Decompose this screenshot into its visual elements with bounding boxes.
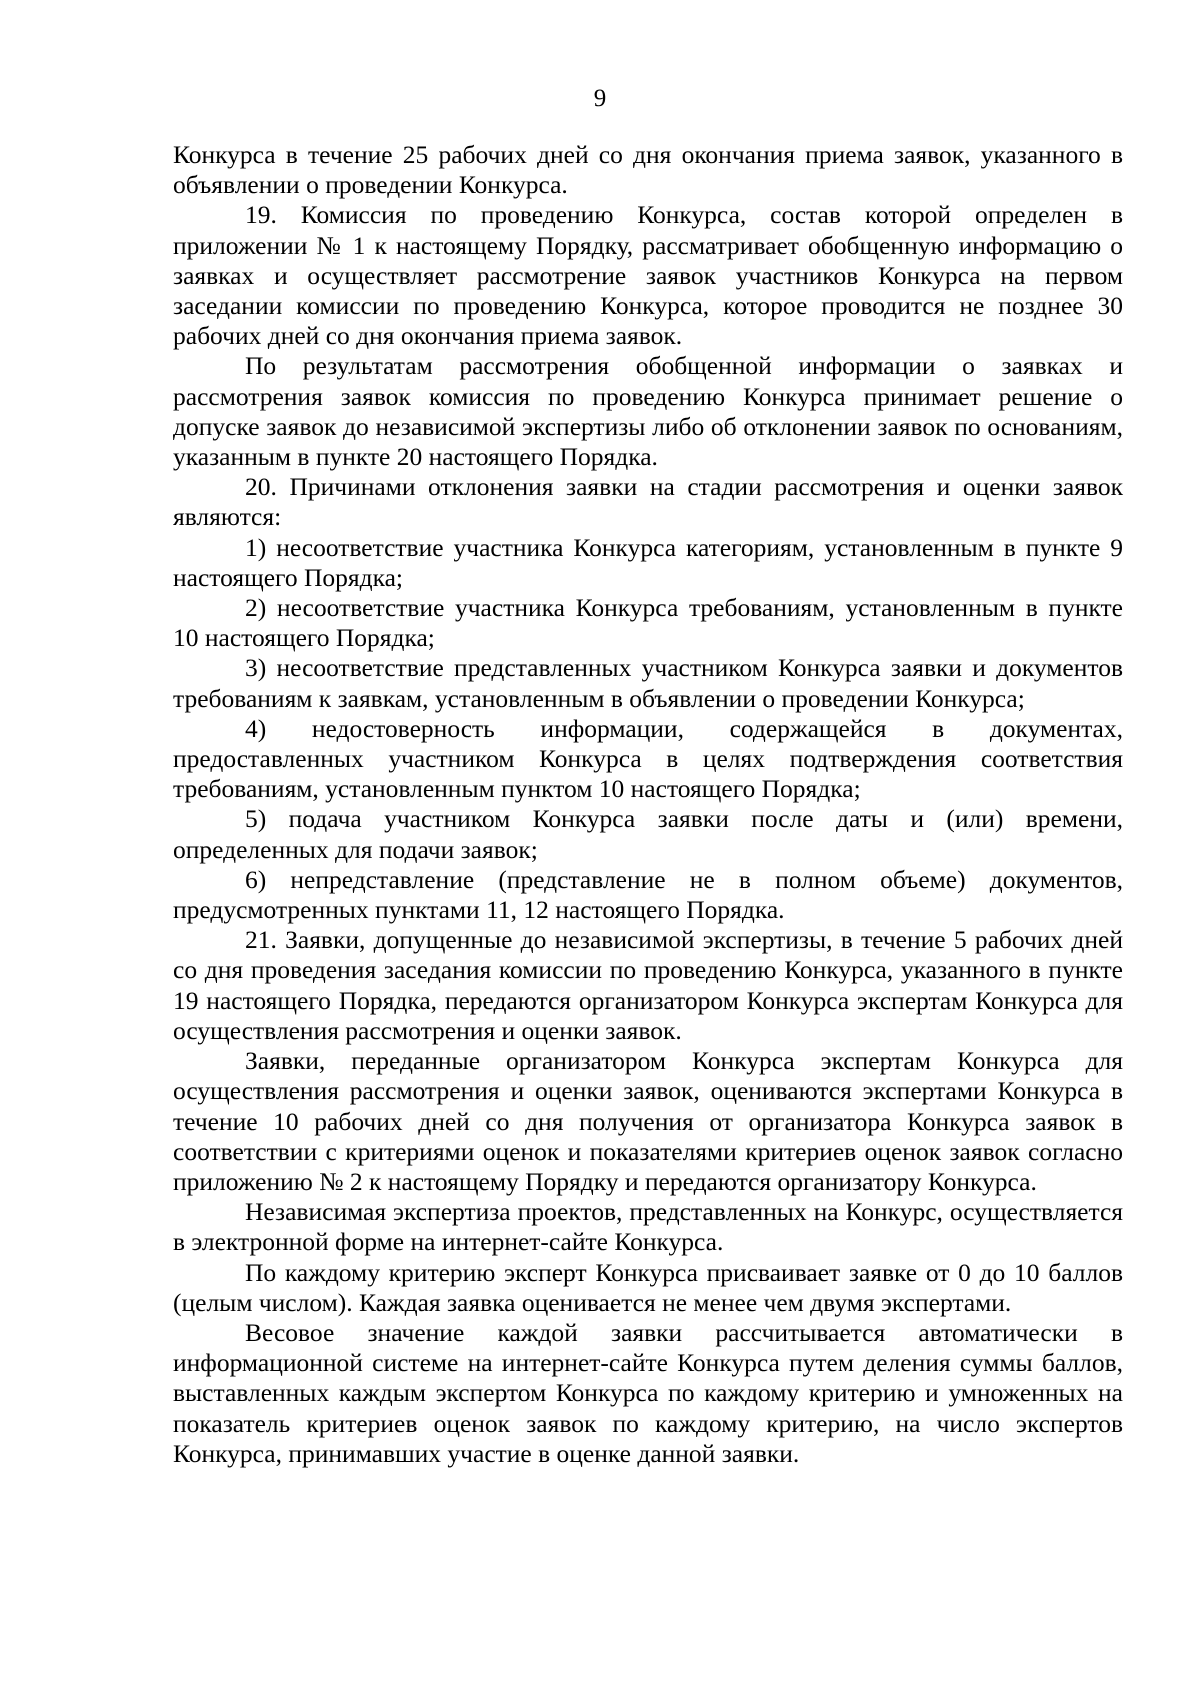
paragraph-item-20: 20. Причинами отклонения заявки на стадии рассмотрения и оценки заявок являются: xyxy=(173,472,1123,532)
document-body xyxy=(173,140,1123,1469)
list-item-5: 5) подача участником Конкурса заявки после даты и (или) времени, определенных для подачи заявок; xyxy=(173,804,1123,864)
list-item-4: 4) недостоверность информации, содержащейся в документах, предоставленных участником Конкурса в целях подтверждения соответствия требованиям, установленным пунктом 10 настоящего Порядка; xyxy=(173,713,1123,804)
paragraph-item-21: 21. Заявки, допущенные до независимой экспертизы, в течение 5 рабочих дней со дня проведения заседания комиссии по проведению Конкурса, указанного в пункте 19 настоящего Порядка, передаются организатором Конкурса экспертам Конкурса для осуществления рассмотрения и оценки заявок. xyxy=(173,925,1123,1045)
paragraph-continuation: Конкурса в течение 25 рабочих дней со дня окончания приема заявок, указанного в объявлении о проведении Конкурса. xyxy=(173,140,1123,200)
page-number: 9 xyxy=(593,85,607,112)
paragraph-review-results: По результатам рассмотрения обобщенной информации о заявках и рассмотрения заявок комиссия по проведению Конкурса принимает решение о допуске заявок до независимой экспертизы либо об отклонении заявок по основаниям, указанным в пункте 20 настоящего Порядка. xyxy=(173,351,1123,472)
list-item-3: 3) несоответствие представленных участником Конкурса заявки и документов требованиям к заявкам, установленным в объявлении о проведении Конкурса; xyxy=(173,653,1123,713)
paragraph-item-19: 19. Комиссия по проведению Конкурса, состав которой определен в приложении № 1 к настоящему Порядку, рассматривает обобщенную информацию о заявках и осуществляет рассмотрение заявок участников Конкурса на первом заседании комиссии по проведению Конкурса, которое проводится не позднее 30 рабочих дней со дня окончания приема заявок. xyxy=(173,200,1123,351)
paragraph-weight-value: Весовое значение каждой заявки рассчитывается автоматически в информационной системе на интернет-сайте Конкурса путем деления суммы баллов, выставленных каждым экспертом Конкурса по каждому критерию и умноженных на показатель критериев оценок заявок по каждому критерию, на число экспертов Конкурса, принимавших участие в оценке данной заявки. xyxy=(173,1317,1123,1468)
paragraph-scoring: По каждому критерию эксперт Конкурса присваивает заявке от 0 до 10 баллов (целым числом). Каждая заявка оценивается не менее чем двумя экспертами. xyxy=(173,1257,1123,1317)
list-item-1: 1) несоответствие участника Конкурса категориям, установленным в пункте 9 настоящего Порядка; xyxy=(173,532,1123,592)
paragraph-expert-evaluation: Заявки, переданные организатором Конкурса экспертам Конкурса для осуществления рассмотрения и оценки заявок, оцениваются экспертами Конкурса в течение 10 рабочих дней со дня получения от организатора Конкурса заявок в соответствии с критериями оценок и показателями критериев оценок заявок согласно приложению № 2 к настоящему Порядку и передаются организатору Конкурса. xyxy=(173,1046,1123,1196)
list-item-6: 6) непредставление (представление не в полном объеме) документов, предусмотренных пунктами 11, 12 настоящего Порядка. xyxy=(173,864,1123,925)
paragraph-independent-expertise: Независимая экспертиза проектов, представленных на Конкурс, осуществляется в электронной форме на интернет-сайте Конкурса. xyxy=(173,1197,1123,1257)
list-item-2: 2) несоответствие участника Конкурса требованиям, установленным в пункте 10 настоящего Порядка; xyxy=(173,593,1123,653)
